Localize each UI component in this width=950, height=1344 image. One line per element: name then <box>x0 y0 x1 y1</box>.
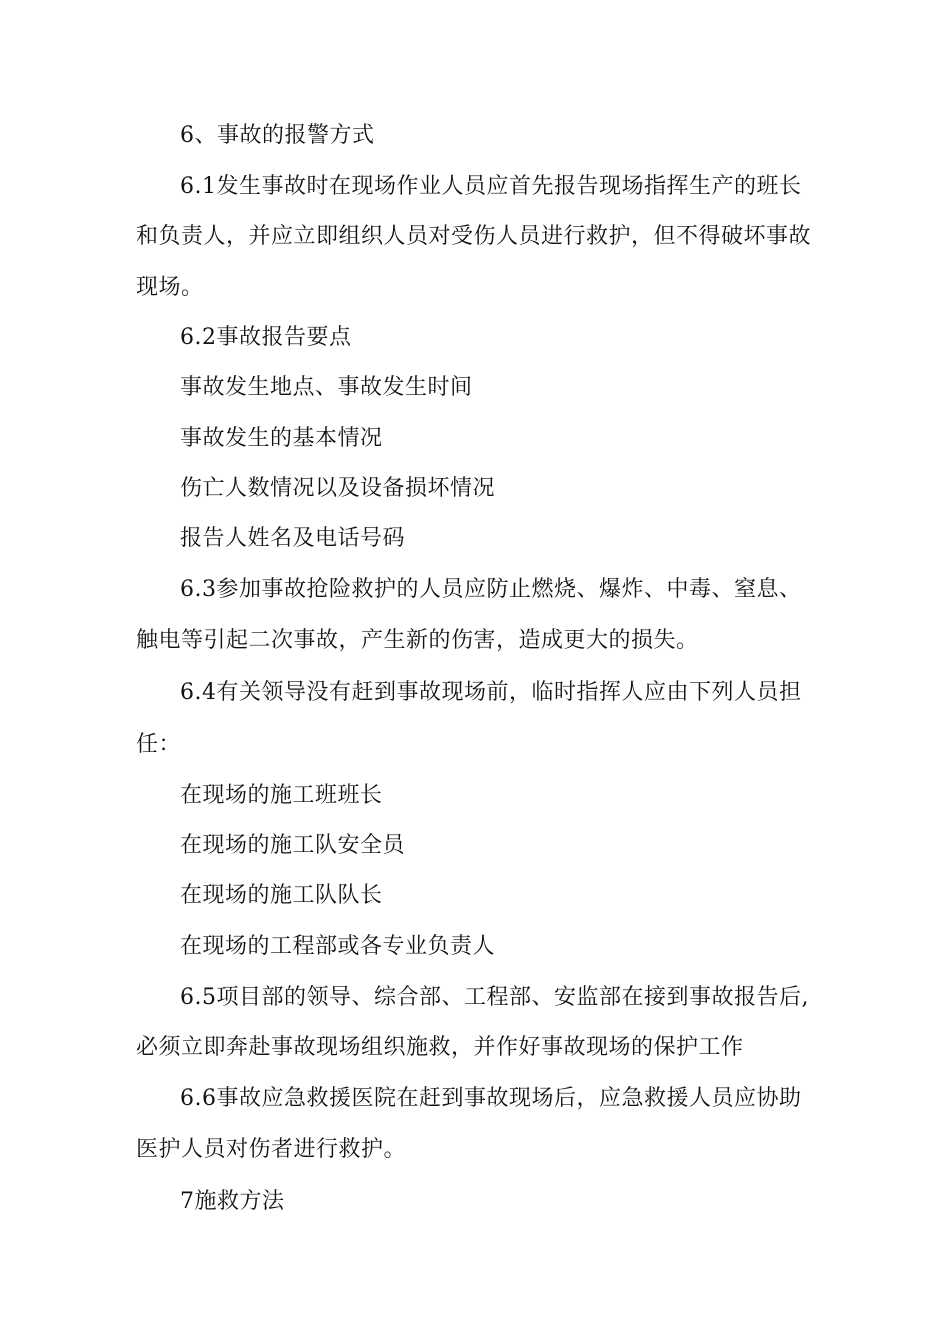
paragraph-6-1-line-1: 6.1发生事故时在现场作业人员应首先报告现场指挥生产的班长 <box>180 174 802 199</box>
paragraph-6-1-line-2: 和负责人，并应立即组织人员对受伤人员进行救护，但不得破坏事故 <box>136 224 812 249</box>
paragraph-6-5-line-2: 必须立即奔赴事故现场组织施救，并作好事故现场的保护工作 <box>136 1035 744 1060</box>
section-7-heading: 7施救方法 <box>180 1189 285 1214</box>
paragraph-6-6-line-1: 6.6事故应急救援医院在赶到事故现场后，应急救援人员应协助 <box>180 1086 802 1111</box>
paragraph-6-2-heading: 6.2事故报告要点 <box>180 325 352 350</box>
commander-item: 在现场的施工队队长 <box>180 883 383 908</box>
report-point-item: 伤亡人数情况以及设备损坏情况 <box>180 476 496 501</box>
paragraph-6-6-line-2: 医护人员对伤者进行救护。 <box>136 1137 407 1162</box>
report-point-item: 事故发生的基本情况 <box>180 426 383 451</box>
paragraph-6-4-line-1: 6.4有关领导没有赶到事故现场前，临时指挥人应由下列人员担 <box>180 680 802 705</box>
paragraph-6-5-line-1: 6.5项目部的领导、综合部、工程部、安监部在接到事故报告后, <box>180 985 809 1010</box>
paragraph-6-1-line-3: 现场。 <box>136 275 204 300</box>
paragraph-6-3-line-1: 6.3参加事故抢险救护的人员应防止燃烧、爆炸、中毒、窒息、 <box>180 577 802 602</box>
paragraph-6-3-line-2: 触电等引起二次事故，产生新的伤害，造成更大的损失。 <box>136 628 699 653</box>
commander-item: 在现场的施工队安全员 <box>180 833 406 858</box>
report-point-item: 事故发生地点、事故发生时间 <box>180 375 473 400</box>
section-6-heading: 6、事故的报警方式 <box>180 123 375 148</box>
commander-item: 在现场的施工班班长 <box>180 783 383 808</box>
paragraph-6-4-line-2: 任： <box>136 732 182 757</box>
report-point-item: 报告人姓名及电话号码 <box>180 526 406 551</box>
commander-item: 在现场的工程部或各专业负责人 <box>180 934 496 959</box>
